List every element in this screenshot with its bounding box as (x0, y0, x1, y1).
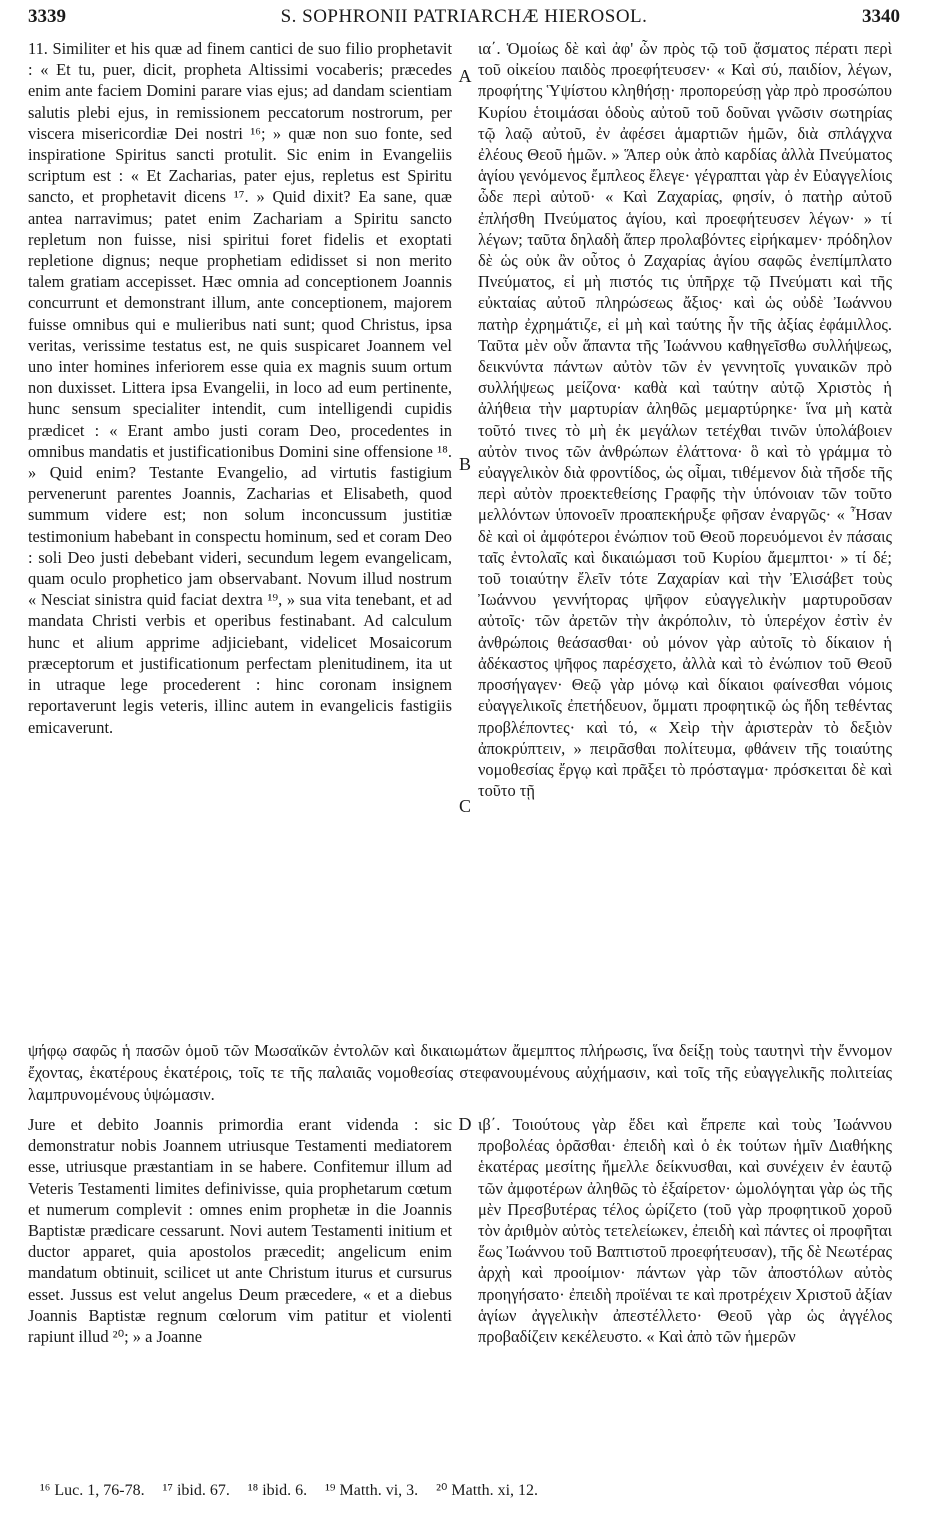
margin-marker-c: C (458, 796, 471, 816)
latin-column-bottom (28, 1114, 452, 1454)
page-number-right: 3340 (862, 6, 900, 27)
footnote-19: ¹⁹ Matth. vi, 3. (325, 1482, 419, 1499)
footnote-20: ²⁰ Matth. xi, 12. (436, 1482, 539, 1499)
footnote-18: ¹⁸ ibid. 6. (247, 1482, 308, 1499)
greek-full-width-continuation: ψήφῳ σαφῶς ἡ πασῶν ὁμοῦ τῶν Μωσαϊκῶν ἐντολῶν καὶ δικαιωμάτων ἄμεμπτος πλήρωσις, ἵνα δείξῃ τοὺς ταυτηνὶ τὴν ἔννομον ἔχοντας, ἑκατέρους ἑκατέροις, τοῖς τε τῆς παλαιᾶς νομοθεσίας στεφανουμένους αὐχήμασιν, καὶ τοῖς τῆς εὐαγγελικῆς πολιτείας λαμπρυνομένους ὑψώμασιν. (28, 1041, 892, 1104)
latin-column-top (28, 38, 452, 1038)
footnote-17: ¹⁷ ibid. 67. (162, 1482, 230, 1499)
page-number-left: 3339 (28, 6, 66, 27)
greek-paragraph-11: ια΄. Ὁμοίως δὲ καὶ ἀφ' ὧν πρὸς τῷ τοῦ ᾄσματος πέρατι περὶ τοῦ οἰκείου παιδὸς προεφήτευσεν· « Καὶ σύ, παιδίον, λέγων, προφήτης Ὑψίστου κληθήσῃ· προπορεύσῃ γὰρ πρὸ προσώπου Κυρίου ἑτοιμάσαι ὁδοὺς αὐτοῦ τοῦ δοῦναι γνῶσιν σωτηρίας τῷ λαῷ αὐτοῦ, ἐν ἀφέσει ἁμαρτιῶν ἡμῶν, διὰ σπλάγχνα ἐλέους Θεοῦ ἡμῶν. » Ἅπερ οὐκ ἀπὸ καρδίας ἀλλὰ Πνεύματος ἁγίου γενόμενος ἔμπλεος ἔλεγε· γέγραπται γὰρ ἐν Εὐαγγελίοις ὧδε περὶ αὐτοῦ· « Καὶ Ζαχαρίας, φησίν, ὁ πατὴρ αὐτοῦ ἐπλήσθη Πνεύματος ἁγίου, καὶ προεφήτευσεν λέγων· » τί λέγων; ταῦτα δηλαδὴ ἅπερ προλαβόντες εἰρήκαμεν· πρόδηλον δὲ ὡς οὐκ ἂν οὗτος ὁ Ζαχαρίας ἁγίου σαφῶς ἐνεπίμπλατο Πνεύματος, εἰ μὴ πιστός τις ὑπῆρχε τῷ Πνεύματι καὶ τῆς εὐκταίας αὐτοῦ πληρώσεως ἄξιος· καὶ ὡς οὐδὲ Ἰωάννου πατὴρ ἐχρημάτιζε, εἰ μὴ καὶ ταύτης ἦν τῆς ἀξίας ἐφάμιλλος. Ταῦτα μὲν οὖν ἅπαντα τῆς Ἰωάννου καθηγεῖσθω συλλήψεως, δεικνύντα πάντων αὐτὸν τῶν ἐν γεννητοῖς γυναικῶν πρὸ συλλήψεως μείζονα· καθὰ καὶ ταύτην αὐτῷ Χριστὸς ἡ ἀλήθεια τὴν μαρτυρίαν ἀληθῶς μεμαρτύρηκε· ἵνα μὴ κατὰ τοῦτό τινες τὸ μὴ ἐκ μεγάλων τετέχθαι τινῶν ὑπολάβοιεν αὐτὸν τινος τῶν ἀνθρώπων ἐλάττονα· ὃ καὶ τὸ γράμμα τὸ εὐαγγελικὸν διὰ φροντίδος, ὡς οἶμαι, τιθέμενον διὰ τῆσδε τῆς περὶ αὐτὸν προεκτεθείσης Γραφῆς τὴν ὑπόνοιαν τῶν τοῦτο μελλόντων ὑπονοεῖν προαπεκήρυξε φῆσαν ἐναργῶς· « Ἦσαν δὲ καὶ οἱ ἀμφότεροι ἐνώπιον τοῦ Θεοῦ πορευόμενοι ἐν πάσαις ταῖς ἐντολαῖς καὶ δικαιώμασι τοῦ Κυρίου ἄμεμπτοι· » τί δέ; τοῦ τοιαύτην ἔλεῖν τότε Ζαχαρίαν καὶ τὴν Ἐλισάβετ τοὺς Ἰωάννου γεννήτορας ψῆφον εὐαγγελικὴν μαρτυροῦσαν αὐτοῖς· τῶν ἀρετῶν τὴν ἀκρόπολιν, τὸ ὑπερέχον ἐστὶν ἐν ἀνθρώποις θεάσασθαι· οὐ μόνον γὰρ αὐτοῖς τὸ δίκαιον ἡ ἀδέκαστος ψῆφος παρέσχετο, ἀλλὰ καὶ τὸ ἐνώπιον τοῦ Θεοῦ προσήγαγεν· Θεῷ γὰρ μόνῳ καὶ δίκαιοι φαίνεσθαι νόμοις εὐαγγελικοῖς ἐπετήδευον, ὄμματι προφητικῷ ὡς ἤδη τεθέντας προβλέποντες· καὶ τό, « Χεὶρ τὴν ἀριστερὰν τὸ δεξιὸν ἀποκρύπτειν, » πειρᾶσθαι πολίτευμα, φθάνειν τῆς τοιαύτης νομοθεσίας ἔργῳ καὶ πρᾶξει τὸ πρόσταγμα· πρόσκειται δὲ καὶ τοῦτο τῇ (478, 39, 892, 801)
page-header (28, 6, 900, 34)
margin-marker-b: B (458, 454, 471, 474)
latin-paragraph-11: 11. Similiter et his quæ ad finem cantici de suo filio prophetavit : « Et tu, puer, dicit, propheta Altissimi vocaberis; præcedes enim ante faciem Domini parare vias ejus; ad dandam scientiam salutis plebi ejus, in remissionem peccatorum nostrorum, per viscera misericordiæ Dei nostri ¹⁶; » quæ non suo fonte, sed inspiratione Spiritus sancti protulit. Sic enim in Evangeliis scriptum est : « Et Zacharias, pater ejus, repletus est Spiritu sancto, et prophetavit dicens ¹⁷. » Quid dixit? Ea sane, quæ antea narravimus; patet enim Zachariam a Spiritu sancto repletum non fuisse, nisi spiritui foret fidelis et exoptati repletione dignus; neque prophetiam edidisset si non merito talem gratiam accepisset. Hæc omnia ad conceptionem Joannis concurrunt et demonstrant illum, ante conceptionem, majorem fuisse omnibus qui e mulieribus nati sunt; quod Christus, ipsa veritas, verissime testatus est, ne quis suspicaret Joannem vel uno inter homines inferiorem esse quia ex magnis suum ortum non duxisset. Littera ipsa Evangelii, in loco ad eum pertinente, hunc sensum specialiter intendit, cum intelligendi cupidis prædicet : « Erant ambo justi coram Deo, procedentes in omnibus mandatis et justificationibus Domini sine offensione ¹⁸. » Quid enim? Testante Evangelio, ad virtutis fastigium pervenerunt parentes Joannis, Zacharias et Elisabeth, quod summum videre est; non solum inconcussum justitiæ testimonium habebant in conspectu hominum, sed et coram Deo : soli Deo justi debebant videri, secundum legem evangelicam, quam oculo prophetico jam observabant. Novum illud nostrum « Nesciat sinistra quid faciat dextra ¹⁹, » sua vita tenebant, et ad mandata Christi verbis et operibus festinabant. Ad calculum hunc et alium apprime adjiciebant, videlicet Mosaicorum præceptorum et justificationum perfectam plenitudinem, ita ut in utraque lege procederent : hinc coronam insignem reportaverunt legis veteris, illinc autem in evangelicis fastigiis emicaverunt. (28, 39, 452, 737)
footnote-16: ¹⁶ Luc. 1, 76-78. (40, 1482, 145, 1499)
footnotes (40, 1480, 900, 1500)
greek-column-bottom (478, 1114, 892, 1454)
running-title: S. SOPHRONII PATRIARCHÆ HIEROSOL. (280, 6, 648, 27)
greek-column-top (478, 38, 892, 1038)
margin-marker-a: A (458, 66, 472, 86)
greek-paragraph-12: ιβ΄. Τοιούτους γὰρ ἔδει καὶ ἔπρεπε καὶ τοὺς Ἰωάννου προβολέας ὁρᾶσθαι· ἐπειδὴ καὶ ὁ ἐκ τούτων ἡμῖν Διαθήκης ἑκατέρας μεσίτης ἤμελλε δείκνυσθαι, καὶ συνέχειν ἐν ἑαυτῷ τῶν ἀμφοτέρων ἀληθῶς τὸ ἐξαίρετον· ὡμολόγηται γὰρ ὡς τῆς μὲν Πρεσβυτέρας τέλος ὡρίζετο (τοῦ γὰρ προφητικοῦ χοροῦ τὸν ἀριθμὸν αὐτὸς τετελείωκεν, ἐπειδὴ καὶ πάντες οἱ προφῆται ἕως Ἰωάννου τοῦ Βαπτιστοῦ προεφήτευσαν), τῆς δὲ Νεωτέρας ἀρχὴ καὶ προοίμιον· πάντων γὰρ τῶν ἀποστόλων αὐτὸς προηγήσατο· ἐπειδὴ προϊέναι τε καὶ προτρέχειν Χριστοῦ ἀξίαν ἁγίων ἀγγελικὴν ἀπεστέλλετο· Θεοῦ γὰρ ὡς ἀγγέλος προβαδίζειν κεκέλευστο. « Καὶ ἀπὸ τῶν ἡμερῶν (478, 1115, 892, 1347)
latin-paragraph-12: Jure et debito Joannis primordia erant videnda : sic demonstratur nobis Joannem utriusque Testamenti mediatorem esse, utriusque præstantiam in se habere. Confitemur illum ad Veteris Testamenti limites definivisse, quia prophetarum cœtum et numerum complevit : omnes enim prophetæ in die Joannis Baptistæ prædicare cessarunt. Novi autem Testamenti initium et ductor apparet, quia apostolos præcedit; angelicum enim mandatum obtinuit, scilicet ut ante Christum iturus et cursurus esset. Jussus est velut angelus Deum præcedere, « et a diebus Joannis Baptistæ regnum cœlorum vim patitur et violenti rapiunt illud ²⁰; » a Joanne (28, 1115, 452, 1347)
margin-marker-d: D (458, 1114, 472, 1134)
